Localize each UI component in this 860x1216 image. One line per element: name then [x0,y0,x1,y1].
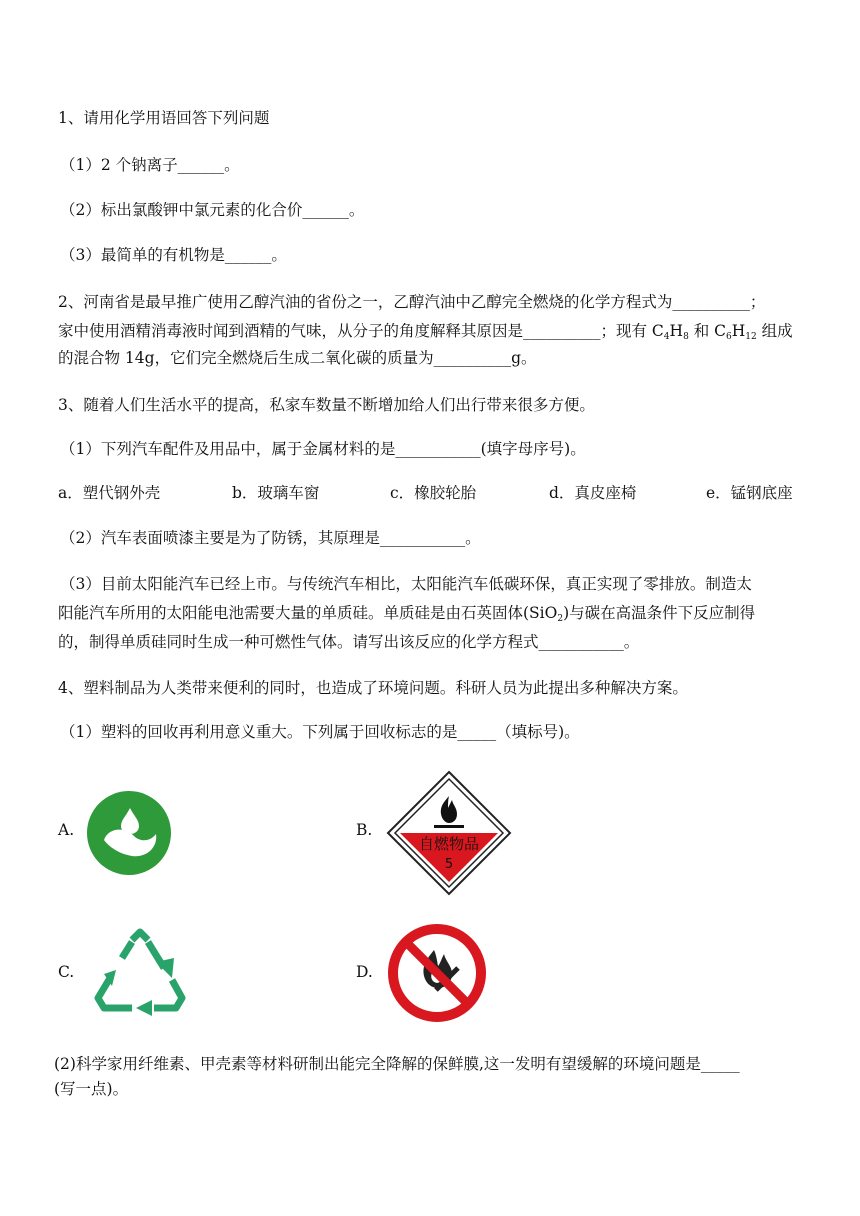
q3-option-e: e．锰钢底座 [706,484,793,502]
q3-option-b: b．玻璃车窗 [232,484,320,502]
spontaneous-combustion-hazard-icon [386,770,512,896]
q3-part3-line1: （3）目前太阳能汽车已经上市。与传统汽车相比，太阳能汽车低碳环保，真正实现了零排放。制造太 [60,575,752,593]
q1-part3: （3）最简单的有机物是______。 [60,246,287,264]
q3-title: 3、随着人们生活水平的提高，私家车数量不断增加给人们出行带来很多方便。 [58,396,595,414]
q4-label-d: D. [356,963,373,981]
q1-part1: （1）2 个钠离子______。 [60,156,240,174]
q3-option-a: a．塑代钢外壳 [58,484,161,502]
q2-line3: 的混合物 14g，它们完全燃烧后生成二氧化碳的质量为__________g。 [58,349,537,367]
recycle-icon [92,928,188,1016]
q1-part2: （2）标出氯酸钾中氯元素的化合价______。 [60,201,365,219]
q4-title: 4、塑料制品为人类带来便利的同时，也造成了环境问题。科研人员为此提出多种解决方案。 [58,679,688,697]
no-open-flame-icon [386,922,488,1024]
q1-title: 1、请用化学用语回答下列问题 [58,109,270,127]
q4-label-c: C. [58,963,75,981]
q2-line2: 家中使用酒精消毒液时闻到酒精的气味，从分子的角度解释其原因是__________；现有 $C_4H_8$ 和 $C_6H_{12}$ 组成 [58,322,793,342]
q4-label-a: A. [58,821,75,839]
q4-label-b: B. [356,821,373,839]
q3-part3-line3: 的，制得单质硅同时生成一种可燃性气体。请写出该反应的化学方程式___________。 [58,633,640,651]
q3-part3-line2: 阳能汽车所用的太阳能电池需要大量的单质硅。单质硅是由石英固体(SiO$_2$)与碳在高温条件下反应制得 [58,604,756,624]
q3-option-c: c．橡胶轮胎 [390,484,477,502]
hazard-label-text: 自燃物品 [418,835,479,853]
q3-option-d: d．真皮座椅 [549,484,637,502]
hazard-class-number: 5 [444,857,454,872]
q2-line1: 2、河南省是最早推广使用乙醇汽油的省份之一，乙醇汽油中乙醇完全燃烧的化学方程式为__________； [58,293,766,311]
q4-part2-line1: (2)科学家用纤维素、甲壳素等材料研制出能完全降解的保鲜膜,这一发明有望缓解的环境问题是_____ [54,1055,740,1073]
q4-part2-line2: (写一点)。 [54,1080,129,1098]
q4-part1: （1）塑料的回收再利用意义重大。下列属于回收标志的是_____（填标号)。 [60,723,580,741]
water-saving-logo-icon [86,790,172,876]
q3-part1: （1）下列汽车配件及用品中，属于金属材料的是___________(填字母序号)。 [60,440,586,458]
q3-part2: （2）汽车表面喷漆主要是为了防锈，其原理是___________。 [60,529,481,547]
